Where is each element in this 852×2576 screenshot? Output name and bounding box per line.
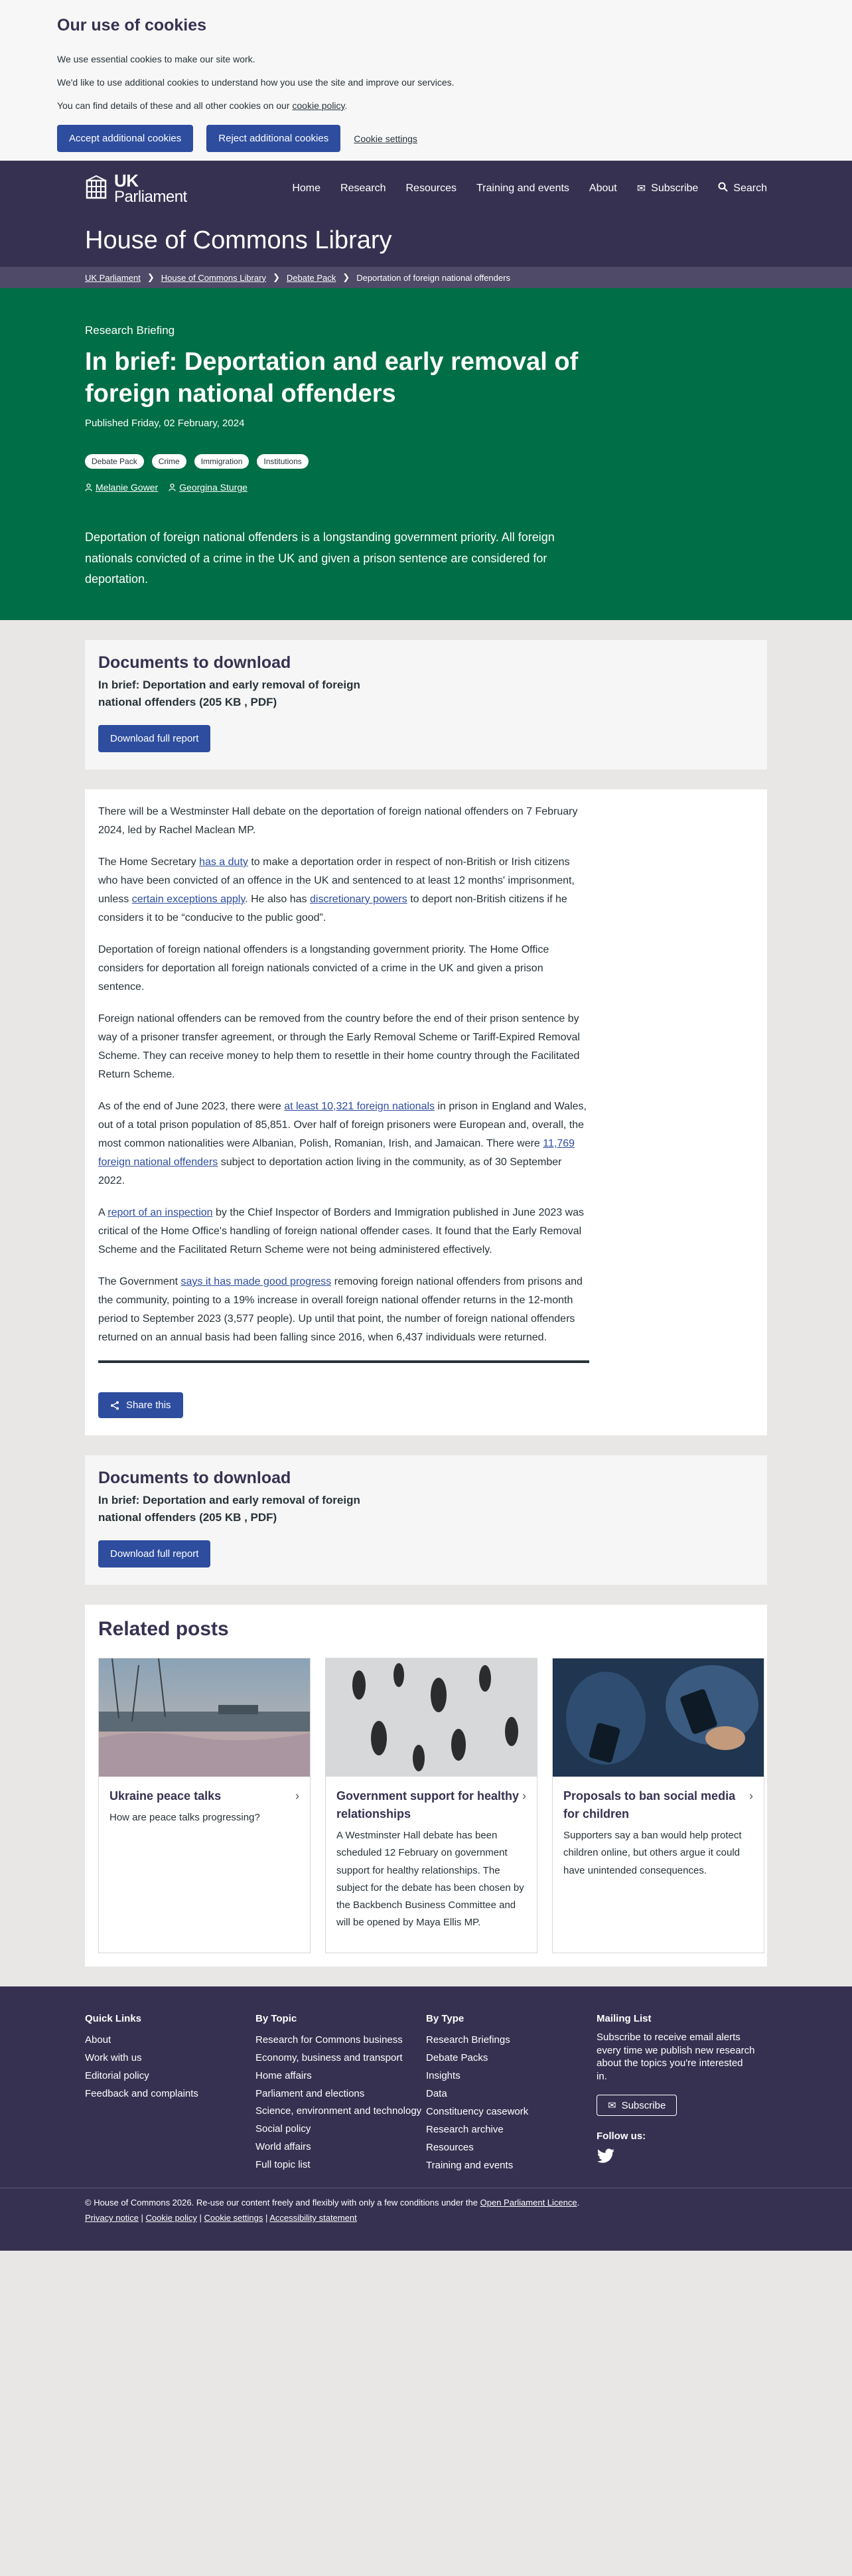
tag-institutions[interactable]: Institutions <box>257 454 308 469</box>
nav-subscribe[interactable]: ✉ Subscribe <box>636 182 699 195</box>
footer-link[interactable]: Resources <box>426 2142 474 2153</box>
cookie-settings-link[interactable]: Cookie settings <box>204 2213 263 2223</box>
chevron-right-icon: › <box>295 1789 299 1803</box>
nav-training[interactable]: Training and events <box>476 182 569 194</box>
footer-by-type <box>426 2013 597 2174</box>
footer-bottom: © House of Commons 2026. Re-use our content freely and flexibly with only a few conditions under the Open Parliament Licence. Privacy notice | Cookie policy | Cookie settings | Accessibility statement <box>0 2188 852 2223</box>
footer-link[interactable]: Constituency casework <box>426 2106 529 2117</box>
chevron-right-icon: › <box>749 1789 753 1803</box>
research-briefing-label: Research Briefing <box>85 324 175 337</box>
footer-link[interactable]: Work with us <box>85 2052 142 2063</box>
portcullis-icon <box>85 175 107 202</box>
download-report-button[interactable]: Download full report <box>98 1540 210 1568</box>
footer-subscribe-button[interactable]: ✉ Subscribe <box>597 2095 677 2116</box>
exceptions-link[interactable]: certain exceptions apply <box>131 894 246 905</box>
footer-heading: By Type <box>426 2013 464 2024</box>
page-title: In brief: Deportation and early removal of foreign national offenders <box>85 348 579 408</box>
footer-link[interactable]: Feedback and complaints <box>85 2088 198 2099</box>
footer-link[interactable]: Home affairs <box>255 2070 312 2081</box>
footer-link[interactable]: Editorial policy <box>85 2070 149 2081</box>
chevron-right-icon: ❯ <box>147 272 155 282</box>
has-a-duty-link[interactable]: has a duty <box>199 856 248 868</box>
hero <box>0 288 852 620</box>
authors <box>85 482 767 493</box>
share-icon <box>110 1401 119 1410</box>
lede: Deportation of foreign national offenders is a longstanding government priority. All foreign nationals convicted of a crime in the UK and given a prison sentence are considered for deportation. <box>85 530 555 586</box>
breadcrumb-library[interactable]: House of Commons Library <box>161 272 266 283</box>
related-title: Related posts <box>98 1618 229 1640</box>
footer-link[interactable]: Social policy <box>255 2123 311 2134</box>
download-report-button[interactable]: Download full report <box>98 725 210 752</box>
divider <box>98 1360 589 1363</box>
offenders-link[interactable]: 11,769 foreign national offenders <box>98 1138 575 1168</box>
paragraph: The Home Secretary has a duty to make a deportation order in respect of non-British or Irish citizens who have been convicted of an offence in the UK and sentenced to at least 12 months' imprisonment, unless certain exceptions apply. He also has discretionary powers to deport non-British citizens if he considers it to be “conducive to the public good”. <box>98 856 575 924</box>
related-card[interactable] <box>552 1658 764 1953</box>
card-image <box>326 1658 537 1777</box>
inspection-report-link[interactable]: report of an inspection <box>107 1207 213 1218</box>
footer-link[interactable]: Research Briefings <box>426 2034 510 2046</box>
follow-us-label: Follow us: <box>597 2131 646 2142</box>
card-description: How are peace talks progressing? <box>109 1812 260 1823</box>
card-description: Supporters say a ban would help protect children online, but others argue it could have unintended consequences. <box>563 1830 742 1876</box>
footer-link[interactable]: Parliament and elections <box>255 2088 365 2099</box>
author-link[interactable]: Melanie Gower <box>85 482 158 493</box>
footer-link[interactable]: World affairs <box>255 2141 311 2152</box>
footer-link[interactable]: Full topic list <box>255 2159 311 2170</box>
footer-by-topic <box>255 2013 426 2174</box>
paragraph: A report of an inspection by the Chief Inspector of Borders and Immigration published in June 2023 was critical of the Home Office's handling of foreign national offender cases. It found that the Early Removal Scheme and the Facilitated Return Scheme were not being administered effectively. <box>98 1207 585 1255</box>
breadcrumb-debate-pack[interactable]: Debate Pack <box>286 272 336 283</box>
chevron-right-icon: ❯ <box>342 272 350 282</box>
related-card[interactable] <box>98 1658 311 1953</box>
breadcrumb-current: Deportation of foreign national offenders <box>356 272 510 283</box>
accessibility-link[interactable]: Accessibility statement <box>269 2213 357 2223</box>
documents-title: Documents to download <box>98 653 291 672</box>
footer-heading: Quick Links <box>85 2013 142 2024</box>
documents-panel <box>85 1455 767 1585</box>
person-icon <box>85 483 92 491</box>
paragraph: As of the end of June 2023, there were at least 10,321 foreign nationals in prison in England and Wales, out of a total prison population of 85,851. Over half of foreign prisoners were European and, overall, the most common nationalities were Albanian, Polish, Romanian, Irish, and Jamaican. There were 11,769 foreign national offenders subject to deportation action living in the community, as of 30 September 2022. <box>98 1101 587 1186</box>
main-nav <box>292 182 767 195</box>
cookie-title: Our use of cookies <box>57 16 207 35</box>
footer-link[interactable]: Data <box>426 2088 447 2099</box>
card-title[interactable]: Government support for healthy relationships <box>336 1789 520 1820</box>
card-image <box>553 1658 764 1777</box>
uk-parliament-logo[interactable] <box>85 172 187 205</box>
tag-crime[interactable]: Crime <box>152 454 186 469</box>
footer-link[interactable]: Research for Commons business <box>255 2034 403 2046</box>
tag-debate-pack[interactable]: Debate Pack <box>85 454 144 469</box>
person-icon <box>169 483 176 491</box>
open-parliament-licence-link[interactable]: Open Parliament Licence <box>480 2198 577 2208</box>
logo-line-2: Parliament <box>114 187 187 206</box>
site-footer <box>0 1986 852 2251</box>
card-title[interactable]: Ukraine peace talks <box>109 1789 222 1803</box>
author-link[interactable]: Georgina Sturge <box>169 482 248 493</box>
footer-heading: Mailing List <box>597 2013 652 2024</box>
nav-research[interactable]: Research <box>340 182 386 194</box>
nav-about[interactable]: About <box>589 182 617 194</box>
paragraph: Deportation of foreign national offenders is a longstanding government priority. The Home Office considers for deportation all foreign nationals convicted of a crime in the UK and given a prison sentence. <box>98 944 549 993</box>
footer-link[interactable]: Science, environment and technology <box>255 2105 422 2117</box>
footer-link[interactable]: Research archive <box>426 2124 504 2135</box>
privacy-notice-link[interactable]: Privacy notice <box>85 2213 139 2223</box>
envelope-icon: ✉ <box>608 2100 616 2111</box>
logo-line-1: UK <box>114 170 139 191</box>
footer-heading: By Topic <box>255 2013 297 2024</box>
site-title[interactable]: House of Commons Library <box>85 226 392 254</box>
related-posts <box>85 1605 767 1967</box>
card-description: A Westminster Hall debate has been scheduled 12 February on government support for healthy relationships. The subject for the debate has been chosen by the Backbench Business Committee and will be opened by Maya Ellis MP. <box>336 1830 524 1929</box>
article-body <box>85 789 767 1435</box>
share-button[interactable]: Share this <box>98 1392 183 1418</box>
envelope-icon: ✉ <box>636 183 646 195</box>
cookie-policy-link[interactable]: Cookie policy <box>145 2213 197 2223</box>
foreign-nationals-link[interactable]: at least 10,321 foreign nationals <box>284 1101 435 1112</box>
reject-cookies-button[interactable]: Reject additional cookies <box>206 125 340 152</box>
cookie-line-1: We use essential cookies to make our site work. <box>57 54 255 64</box>
paragraph: There will be a Westminster Hall debate on the deportation of foreign national offenders on 7 February 2024, led by Rachel Maclean MP. <box>98 806 578 836</box>
chevron-right-icon: ❯ <box>272 272 280 282</box>
document-filename: In brief: Deportation and early removal of foreign national offenders (205 KB , PDF) <box>98 679 360 708</box>
cookie-settings-link[interactable]: Cookie settings <box>354 133 417 144</box>
cookie-line-2: We'd like to use additional cookies to understand how you use the site and improve our services. <box>57 77 455 88</box>
cookie-banner <box>0 0 852 161</box>
cookie-line-3: You can find details of these and all other cookies on our cookie policy. <box>57 100 348 111</box>
card-image <box>99 1658 310 1777</box>
mailing-text: Subscribe to receive email alerts every time we publish new research about the topics you're interested in. <box>597 2032 755 2082</box>
paragraph: Foreign national offenders can be removed from the country before the end of their prison sentence by way of a prisoner transfer agreement, or through the Early Removal Scheme or Tariff-Expired Removal Scheme. They can receive money to help them to resettle in their home country through the Facilitated Return Scheme. <box>98 1013 580 1080</box>
search-icon <box>718 182 728 195</box>
footer-link[interactable]: Insights <box>426 2070 461 2081</box>
footer-mailing-list <box>597 2013 767 2174</box>
paragraph: The Government says it has made good progress removing foreign national offenders from prisons and the community, pointing to a 19% increase in overall foreign national offender returns in the 12-month period to September 2023 (3,577 people). Up until that point, the number of foreign national offenders returned on an annual basis had been falling since 2016, when 6,437 individuals were returned. <box>98 1276 583 1343</box>
chevron-right-icon: › <box>522 1789 526 1803</box>
accept-cookies-button[interactable]: Accept additional cookies <box>57 125 193 152</box>
footer-link[interactable]: About <box>85 2034 111 2046</box>
cookie-policy-link[interactable]: cookie policy <box>292 100 345 111</box>
footer-link[interactable]: Training and events <box>426 2160 514 2171</box>
breadcrumb-uk-parliament[interactable]: UK Parliament <box>85 272 141 283</box>
card-title[interactable]: Proposals to ban social media for children <box>563 1789 736 1820</box>
footer-link[interactable]: Debate Packs <box>426 2052 488 2063</box>
tag-immigration[interactable]: Immigration <box>194 454 249 469</box>
documents-title: Documents to download <box>98 1469 291 1487</box>
twitter-icon[interactable] <box>597 2148 615 2164</box>
discretionary-powers-link[interactable]: discretionary powers <box>310 894 407 905</box>
documents-panel <box>85 640 767 769</box>
nav-search[interactable]: Search <box>718 182 767 195</box>
document-filename: In brief: Deportation and early removal of foreign national offenders (205 KB , PDF) <box>98 1494 360 1524</box>
good-progress-link[interactable]: says it has made good progress <box>180 1276 332 1287</box>
copyright: © House of Commons 2026. Re-use our content freely and flexibly with only a few conditions under the Open Parliament Licence. <box>85 2198 580 2208</box>
nav-resources[interactable]: Resources <box>405 182 457 194</box>
published-date: Published Friday, 02 February, 2024 <box>85 418 245 429</box>
site-header <box>0 161 852 267</box>
related-card[interactable] <box>325 1658 537 1953</box>
breadcrumb <box>0 267 852 288</box>
topic-tags <box>85 454 767 469</box>
nav-home[interactable]: Home <box>292 182 321 194</box>
footer-quick-links <box>85 2013 255 2174</box>
footer-link[interactable]: Economy, business and transport <box>255 2052 403 2063</box>
